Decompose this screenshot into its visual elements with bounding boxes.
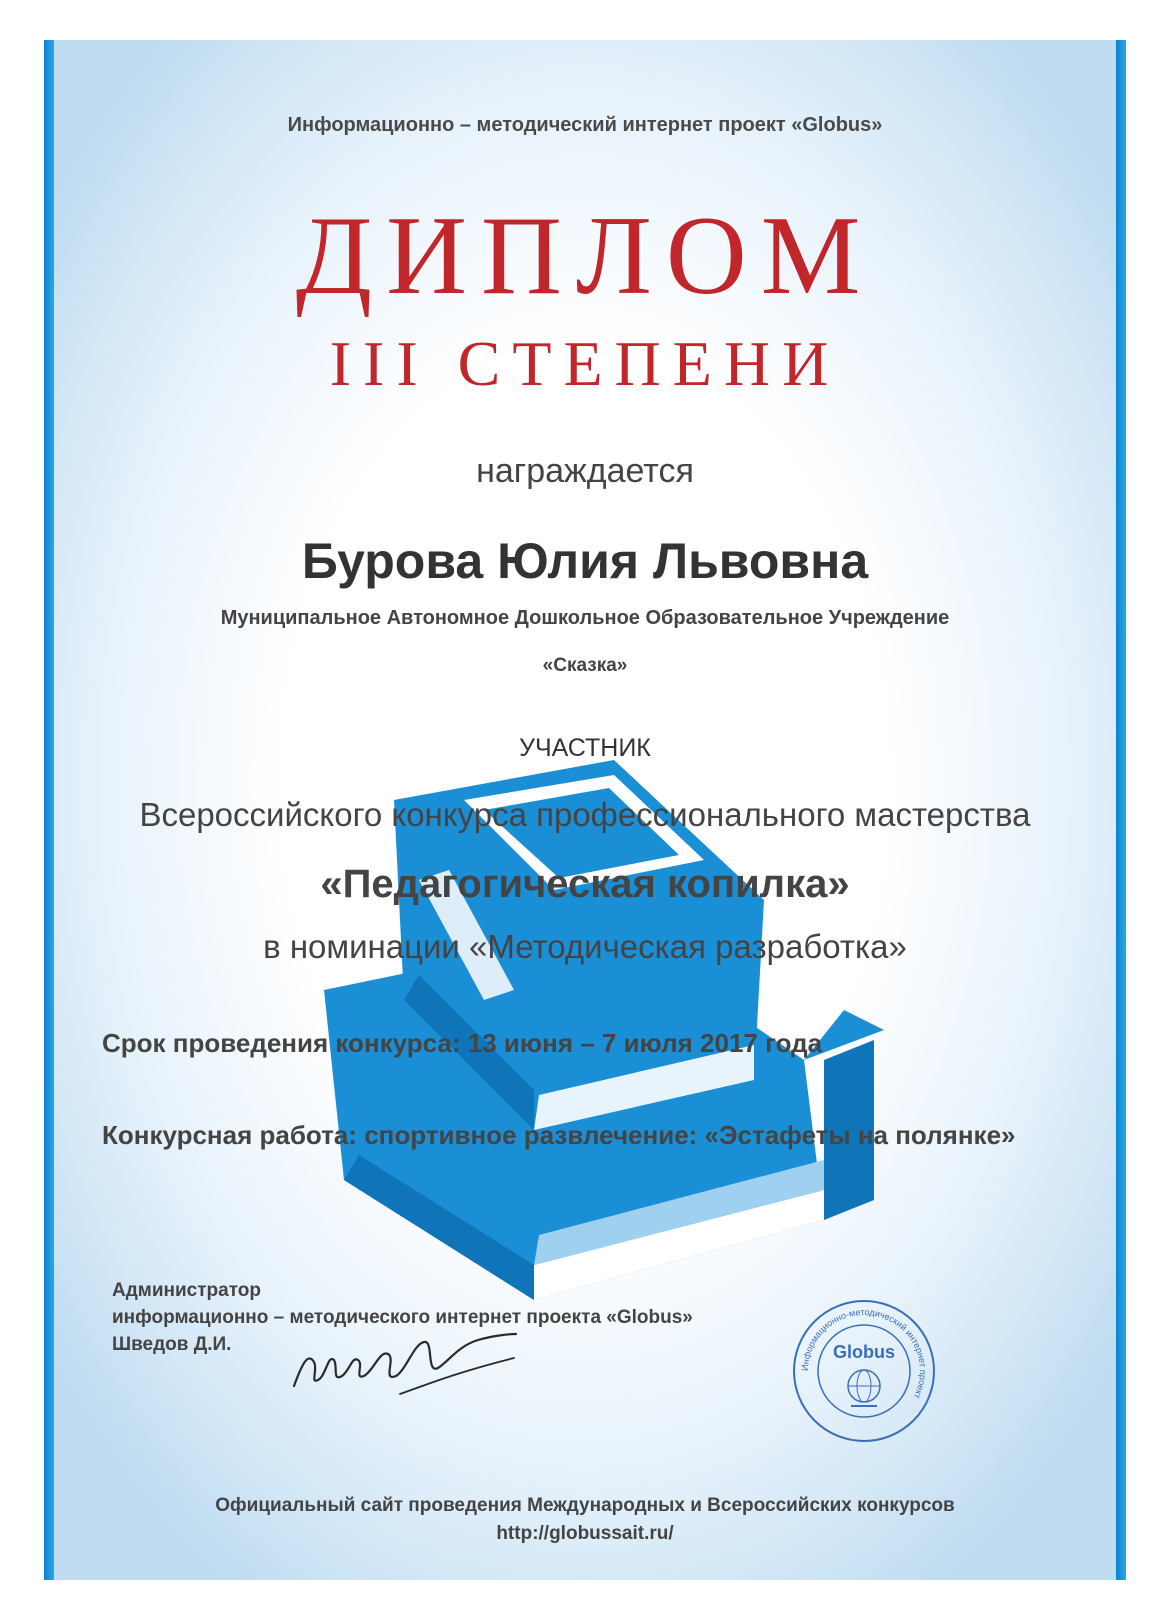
footer-url: http://globussait.ru/ — [496, 1523, 674, 1544]
nomination: в номинации «Методическая разработка» — [263, 928, 907, 965]
diploma-page — [44, 40, 1126, 1580]
signatory-project: информационно – методического интернет проекта «Globus» — [112, 1307, 693, 1328]
diploma-title: ДИПЛОМ — [295, 194, 875, 318]
signatory-name: Шведов Д.И. — [112, 1334, 232, 1355]
organization: Муниципальное Автономное Дошкольное Образовательное Учреждение — [220, 607, 950, 629]
awarded-label: награждается — [476, 452, 694, 490]
project-header: Информационно – методический интернет проект «Globus» — [287, 114, 883, 136]
signatory-role: Администратор — [112, 1280, 261, 1301]
signature — [288, 1324, 520, 1400]
recipient-name: Бурова Юлия Львовна — [301, 533, 869, 589]
globus-seal — [789, 1296, 939, 1446]
participant-status: УЧАСТНИК — [519, 734, 651, 762]
contest-title: «Педагогическая копилка» — [320, 862, 850, 906]
organization-name: «Сказка» — [542, 655, 628, 676]
footer-site-line: Официальный сайт проведения Международных и Всероссийских конкурсов — [215, 1495, 955, 1516]
diploma-degree: III СТЕПЕНИ — [329, 328, 841, 399]
contest-description: Всероссийского конкурса профессионального мастерства — [139, 796, 1031, 833]
contest-period: Срок проведения конкурса: 13 июня – 7 июля 2017 года — [102, 1028, 823, 1058]
svg-text:Информационно-методический инт: Информационно-методический интернет проект — [799, 1306, 929, 1401]
svg-text:Globus: Globus — [833, 1342, 895, 1362]
contest-work: Конкурсная работа: спортивное развлечение: «Эстафеты на полянке» — [102, 1120, 1016, 1150]
